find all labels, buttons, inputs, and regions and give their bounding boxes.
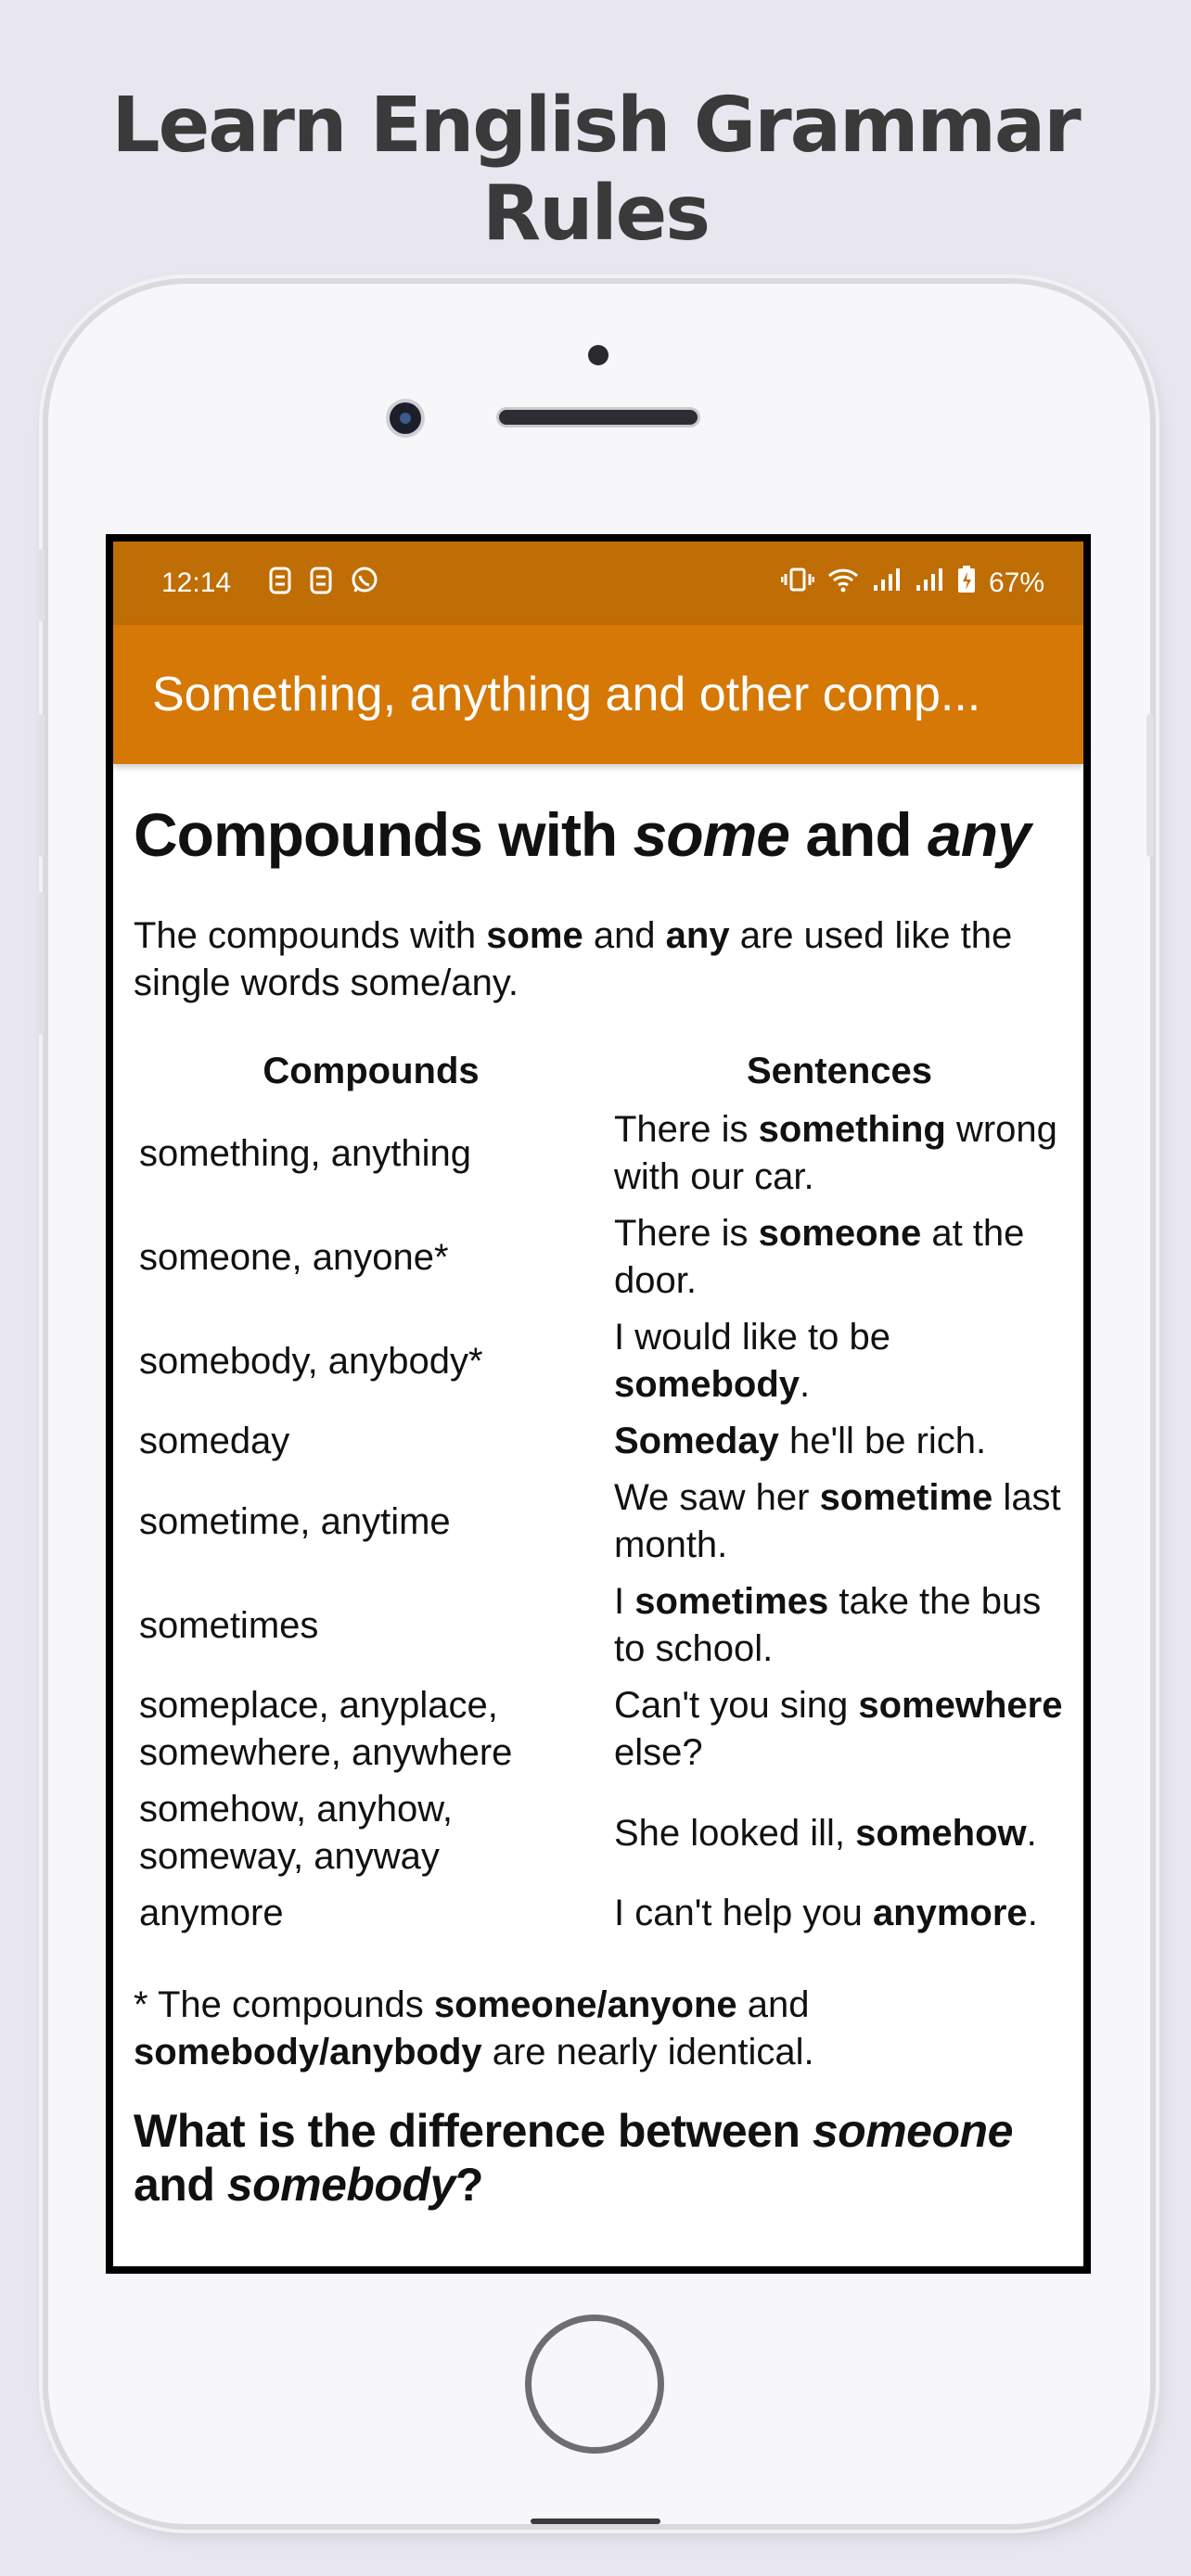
bold-term: something [758,1109,946,1150]
phone-volume-up [37,714,45,857]
text-run: and [583,915,666,956]
table-row [134,1210,1070,1314]
text-run: We saw her [614,1477,820,1518]
table-header-sentences: Sentences [746,1051,933,1091]
text-run: * The compounds [134,1984,434,2025]
table-row [134,1418,1070,1474]
text-run: are nearly identical. [481,2032,814,2072]
text-run: I can't help you [614,1893,873,1933]
bold-term: any [665,915,730,956]
lesson-content [113,764,1083,2212]
text-run: and [736,1984,810,2025]
signal-icon [872,567,902,600]
bold-term: someone/anyone [433,1984,737,2025]
status-time: 12:14 [161,567,232,598]
text-run: Can't you sing [614,1685,859,1726]
table-row [134,1474,1070,1578]
bold-term: some [486,915,583,956]
bold-term: somehow [855,1812,1027,1854]
compound-cell: someone, anyone* [139,1236,449,1278]
sentence-cell [608,1474,1070,1578]
text-run: There is [614,1109,759,1150]
sim-icon [268,567,292,601]
text-run: The compounds with [134,915,487,956]
text-run: . [1026,1812,1037,1854]
bold-term: anymore [872,1893,1028,1933]
sentence-cell [608,1890,1070,1946]
phone-bottom-edge [531,2519,660,2524]
proximity-sensor [588,345,608,365]
sentence-cell [608,1106,1070,1210]
text-run: There is [614,1213,759,1254]
sentence-cell [608,1786,1070,1890]
phone-power-button [1146,714,1154,857]
bold-term: Someday [614,1421,779,1461]
bold-term: somebody [614,1364,800,1405]
whatsapp-icon [350,566,379,602]
home-button[interactable] [525,2315,664,2454]
table-header-compounds: Compounds [263,1051,480,1091]
table-row [134,1106,1070,1210]
text-run: he'll be rich. [778,1421,987,1461]
phone-screen [106,534,1091,2274]
bold-term: someone [758,1213,922,1254]
compound-cell: something, anything [139,1132,472,1174]
footnote [134,1982,1063,2076]
text-run: She looked ill, [614,1812,856,1854]
wifi-icon [827,567,859,600]
text-run: last month. [614,1477,1061,1565]
sentence-cell [608,1578,1070,1682]
front-camera-icon [390,402,421,434]
sentence-cell [608,1418,1070,1474]
table-row [134,1578,1070,1682]
table-row [134,1890,1070,1946]
lesson-heading: Compounds with some and any [134,800,1031,869]
app-bar-title: Something, anything and other comp... [113,625,1083,764]
earpiece-speaker [499,410,698,425]
sentence-cell [608,1210,1070,1314]
intro-paragraph [134,912,1063,1007]
bold-term: somebody/anybody [134,2032,482,2072]
bold-term: somewhere [858,1685,1063,1726]
text-run: take the bus to school. [614,1581,1042,1669]
sentence-cell [608,1682,1070,1786]
compound-cell: anymore [139,1893,284,1933]
table-row [134,1682,1070,1786]
compound-cell: someplace, anyplace, somewhere, anywhere [139,1685,513,1773]
phone-volume-down [37,892,45,1035]
compound-cell: somebody, anybody* [139,1340,483,1382]
bold-term: sometimes [634,1581,829,1622]
status-bar [113,542,1083,625]
text-run: . [1027,1893,1038,1933]
table-row [134,1314,1070,1418]
compound-cell: somehow, anyhow, someway, anyway [139,1789,453,1877]
promo-title: Learn English Grammar Rules [111,82,1080,258]
phone-mute-switch [37,549,45,621]
compounds-table [134,1044,1070,1946]
sim-icon [309,567,333,601]
sentence-cell [608,1314,1070,1418]
compound-cell: sometime, anytime [139,1500,451,1542]
text-run: I would like to be [614,1317,890,1358]
vibrate-icon [781,567,814,599]
text-run: . [800,1364,811,1405]
text-run: wrong with our car. [614,1109,1057,1197]
compound-cell: someday [139,1421,290,1461]
battery-percent: 67% [988,567,1044,598]
table-row [134,1786,1070,1890]
text-run: are used like the single words some/any. [134,915,1013,1003]
section-subheading: What is the difference between someone and somebody? [134,2105,1013,2211]
compound-cell: sometimes [139,1604,319,1646]
text-run: else? [614,1732,703,1773]
bold-term: sometime [819,1477,993,1518]
battery-icon [957,566,976,601]
text-run: I [614,1581,635,1622]
signal-icon [915,567,944,600]
text-run: at the door. [614,1213,1025,1301]
